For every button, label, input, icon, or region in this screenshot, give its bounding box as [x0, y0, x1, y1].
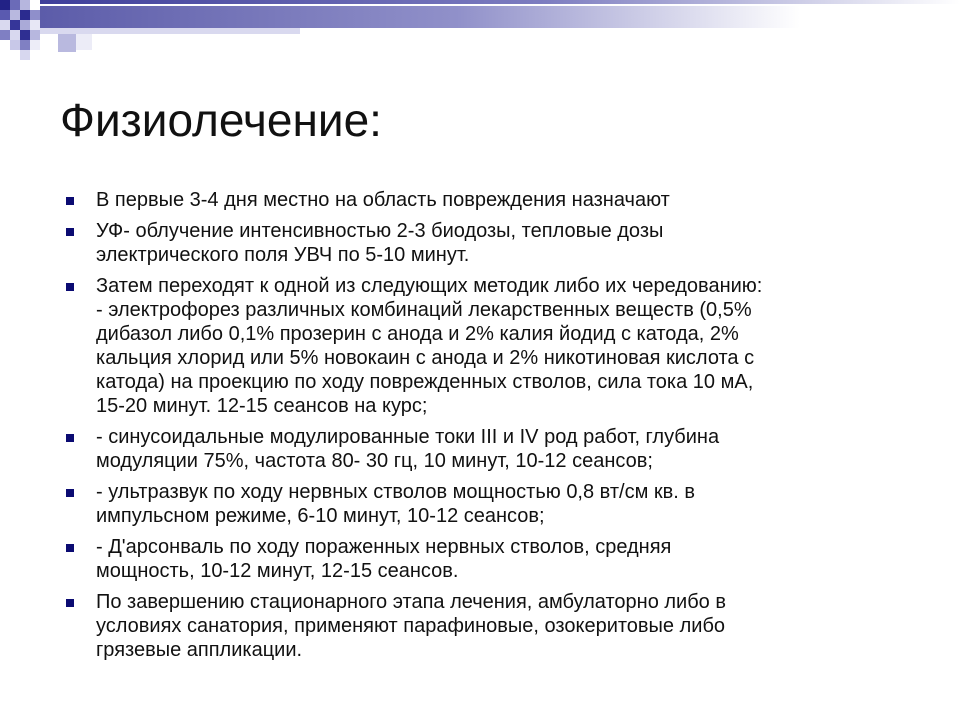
- bullet-item: [66, 590, 896, 662]
- slide-title: Физиолечение:: [60, 94, 382, 146]
- bullet-text: По завершению стационарного этапа лечения, амбулаторно либо в условиях санатория, применяют парафиновые, озокеритовые либо грязевые аппликации.: [96, 591, 726, 661]
- square-bullet-icon: [66, 283, 74, 291]
- bullet-item: [66, 274, 896, 418]
- slide-header-decoration: [0, 0, 960, 70]
- square-bullet-icon: [66, 228, 74, 236]
- square-bullet-icon: [66, 544, 74, 552]
- bullet-item: [66, 425, 896, 473]
- bullet-item: [66, 535, 896, 583]
- bullet-text: - ультразвук по ходу нервных стволов мощностью 0,8 вт/см кв. в импульсном режиме, 6-10 минут, 10-12 сеансов;: [96, 481, 695, 527]
- bullet-text: В первые 3-4 дня местно на область повреждения назначают: [96, 189, 670, 211]
- square-bullet-icon: [66, 434, 74, 442]
- square-bullet-icon: [66, 489, 74, 497]
- bullet-text: УФ- облучение интенсивностью 2-3 биодозы, тепловые дозы электрического поля УВЧ по 5-10 минут.: [96, 220, 664, 266]
- bullet-text: - Д'арсонваль по ходу пораженных нервных стволов, средняя мощность, 10-12 минут, 12-15 сеансов.: [96, 536, 672, 582]
- bullet-text: Затем переходят к одной из следующих методик либо их чередованию: - электрофорез различных комбинаций лекарственных веществ (0,5% дибазол либо 0,1% прозерин с анода и 2% калия йодид с катода, 2% кальция хлорид или 5% новокаин с анода и 2% никотиновая кислота с катода) на проекцию по ходу поврежденных стволов, сила тока 10 мА, 15-20 минут. 12-15 сеансов на курс;: [96, 275, 763, 417]
- square-bullet-icon: [66, 599, 74, 607]
- bullet-item: [66, 219, 896, 267]
- bullet-item: [66, 480, 896, 528]
- square-bullet-icon: [66, 197, 74, 205]
- bullet-text: - синусоидальные модулированные токи III и IV род работ, глубина модуляции 75%, частота 80- 30 гц, 10 минут, 10-12 сеансов;: [96, 426, 720, 472]
- bullet-list: [66, 188, 896, 669]
- bullet-item: [66, 188, 896, 212]
